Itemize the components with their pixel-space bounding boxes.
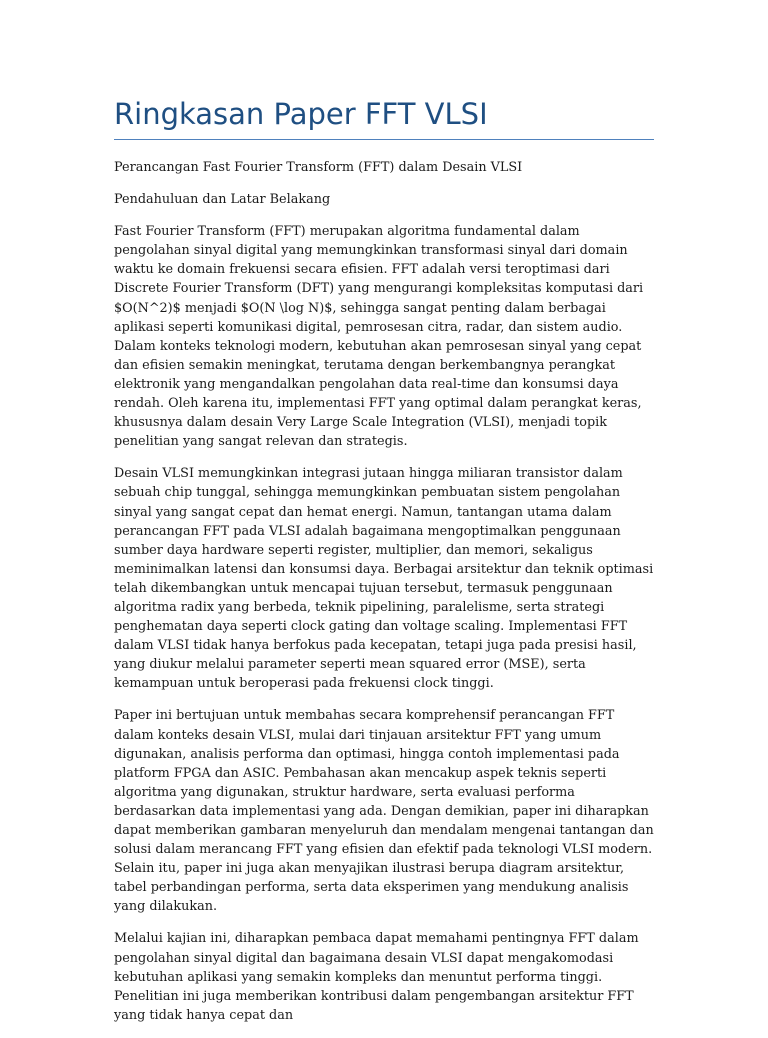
title-underline	[114, 139, 654, 140]
paragraph: Melalui kajian ini, diharapkan pembaca dapat memahami pentingnya FFT dalam pengolahan sinyal digital dan bagaimana desain VLSI dapat mengakomodasi kebutuhan aplikasi yang semakin kompleks dan menuntut performa tinggi. Penelitian ini juga memberikan kontribusi dalam pengembangan arsitektur FFT yang tidak hanya cepat dan	[114, 931, 639, 1023]
paragraph: Paper ini bertujuan untuk membahas secara komprehensif perancangan FFT dalam konteks desain VLSI, mulai dari tinjauan arsitektur FFT yang umum digunakan, analisis performa dan optimasi, hingga contoh implementasi pada platform FPGA dan ASIC. Pembahasan akan mencakup aspek teknis seperti algoritma yang digunakan, struktur hardware, serta evaluasi performa berdasarkan data implementasi yang ada. Dengan demikian, paper ini diharapkan dapat memberikan gambaran menyeluruh dan mendalam mengenai tantangan dan solusi dalam merancang FFT yang efisien dan efektif pada teknologi VLSI modern. Selain itu, paper ini juga akan menyajikan ilustrasi berupa diagram arsitektur, tabel perbandingan performa, serta data eksperimen yang mendukung analisis yang dilakukan.	[114, 708, 654, 915]
document-title: Ringkasan Paper FFT VLSI	[114, 97, 488, 131]
subtitle: Perancangan Fast Fourier Transform (FFT) dalam Desain VLSI	[114, 160, 523, 175]
document-body	[114, 158, 654, 1038]
section-heading: Pendahuluan dan Latar Belakang	[114, 192, 331, 208]
paragraph: Fast Fourier Transform (FFT) merupakan algoritma fundamental dalam pengolahan sinyal digital yang memungkinkan transformasi sinyal dari domain waktu ke domain frekuensi secara efisien. FFT adalah versi teroptimasi dari Discrete Fourier Transform (DFT) yang mengurangi kompleksitas komputasi dari $O(N^2)$ menjadi $O(N \log N)$, sehingga sangat penting dalam berbagai aplikasi seperti komunikasi digital, pemrosesan citra, radar, dan sistem audio. Dalam konteks teknologi modern, kebutuhan akan pemrosesan sinyal yang cepat dan efisien semakin meningkat, terutama dengan berkembangnya perangkat elektronik yang mengandalkan pengolahan data real-time dan konsumsi daya rendah. Oleh karena itu, implementasi FFT yang optimal dalam perangkat keras, khususnya dalam desain Very Large Scale Integration (VLSI), menjadi topik penelitian yang sangat relevan dan strategis.	[114, 224, 644, 450]
paragraph: Desain VLSI memungkinkan integrasi jutaan hingga miliaran transistor dalam sebuah chip tunggal, sehingga memungkinkan pembuatan sistem pengolahan sinyal yang sangat cepat dan hemat energi. Namun, tantangan utama dalam perancangan FFT pada VLSI adalah bagaimana mengoptimalkan penggunaan sumber daya hardware seperti register, multiplier, dan memori, sekaligus meminimalkan latensi dan konsumsi daya. Berbagai arsitektur dan teknik optimasi telah dikembangkan untuk mencapai tujuan tersebut, termasuk penggunaan algoritma radix yang berbeda, teknik pipelining, paralelisme, serta strategi penghematan daya seperti clock gating dan voltage scaling. Implementasi FFT dalam VLSI tidak hanya berfokus pada kecepatan, tetapi juga pada presisi hasil, yang diukur melalui parameter seperti mean squared error (MSE), serta kemampuan untuk beroperasi pada frekuensi clock tinggi.	[114, 466, 654, 692]
